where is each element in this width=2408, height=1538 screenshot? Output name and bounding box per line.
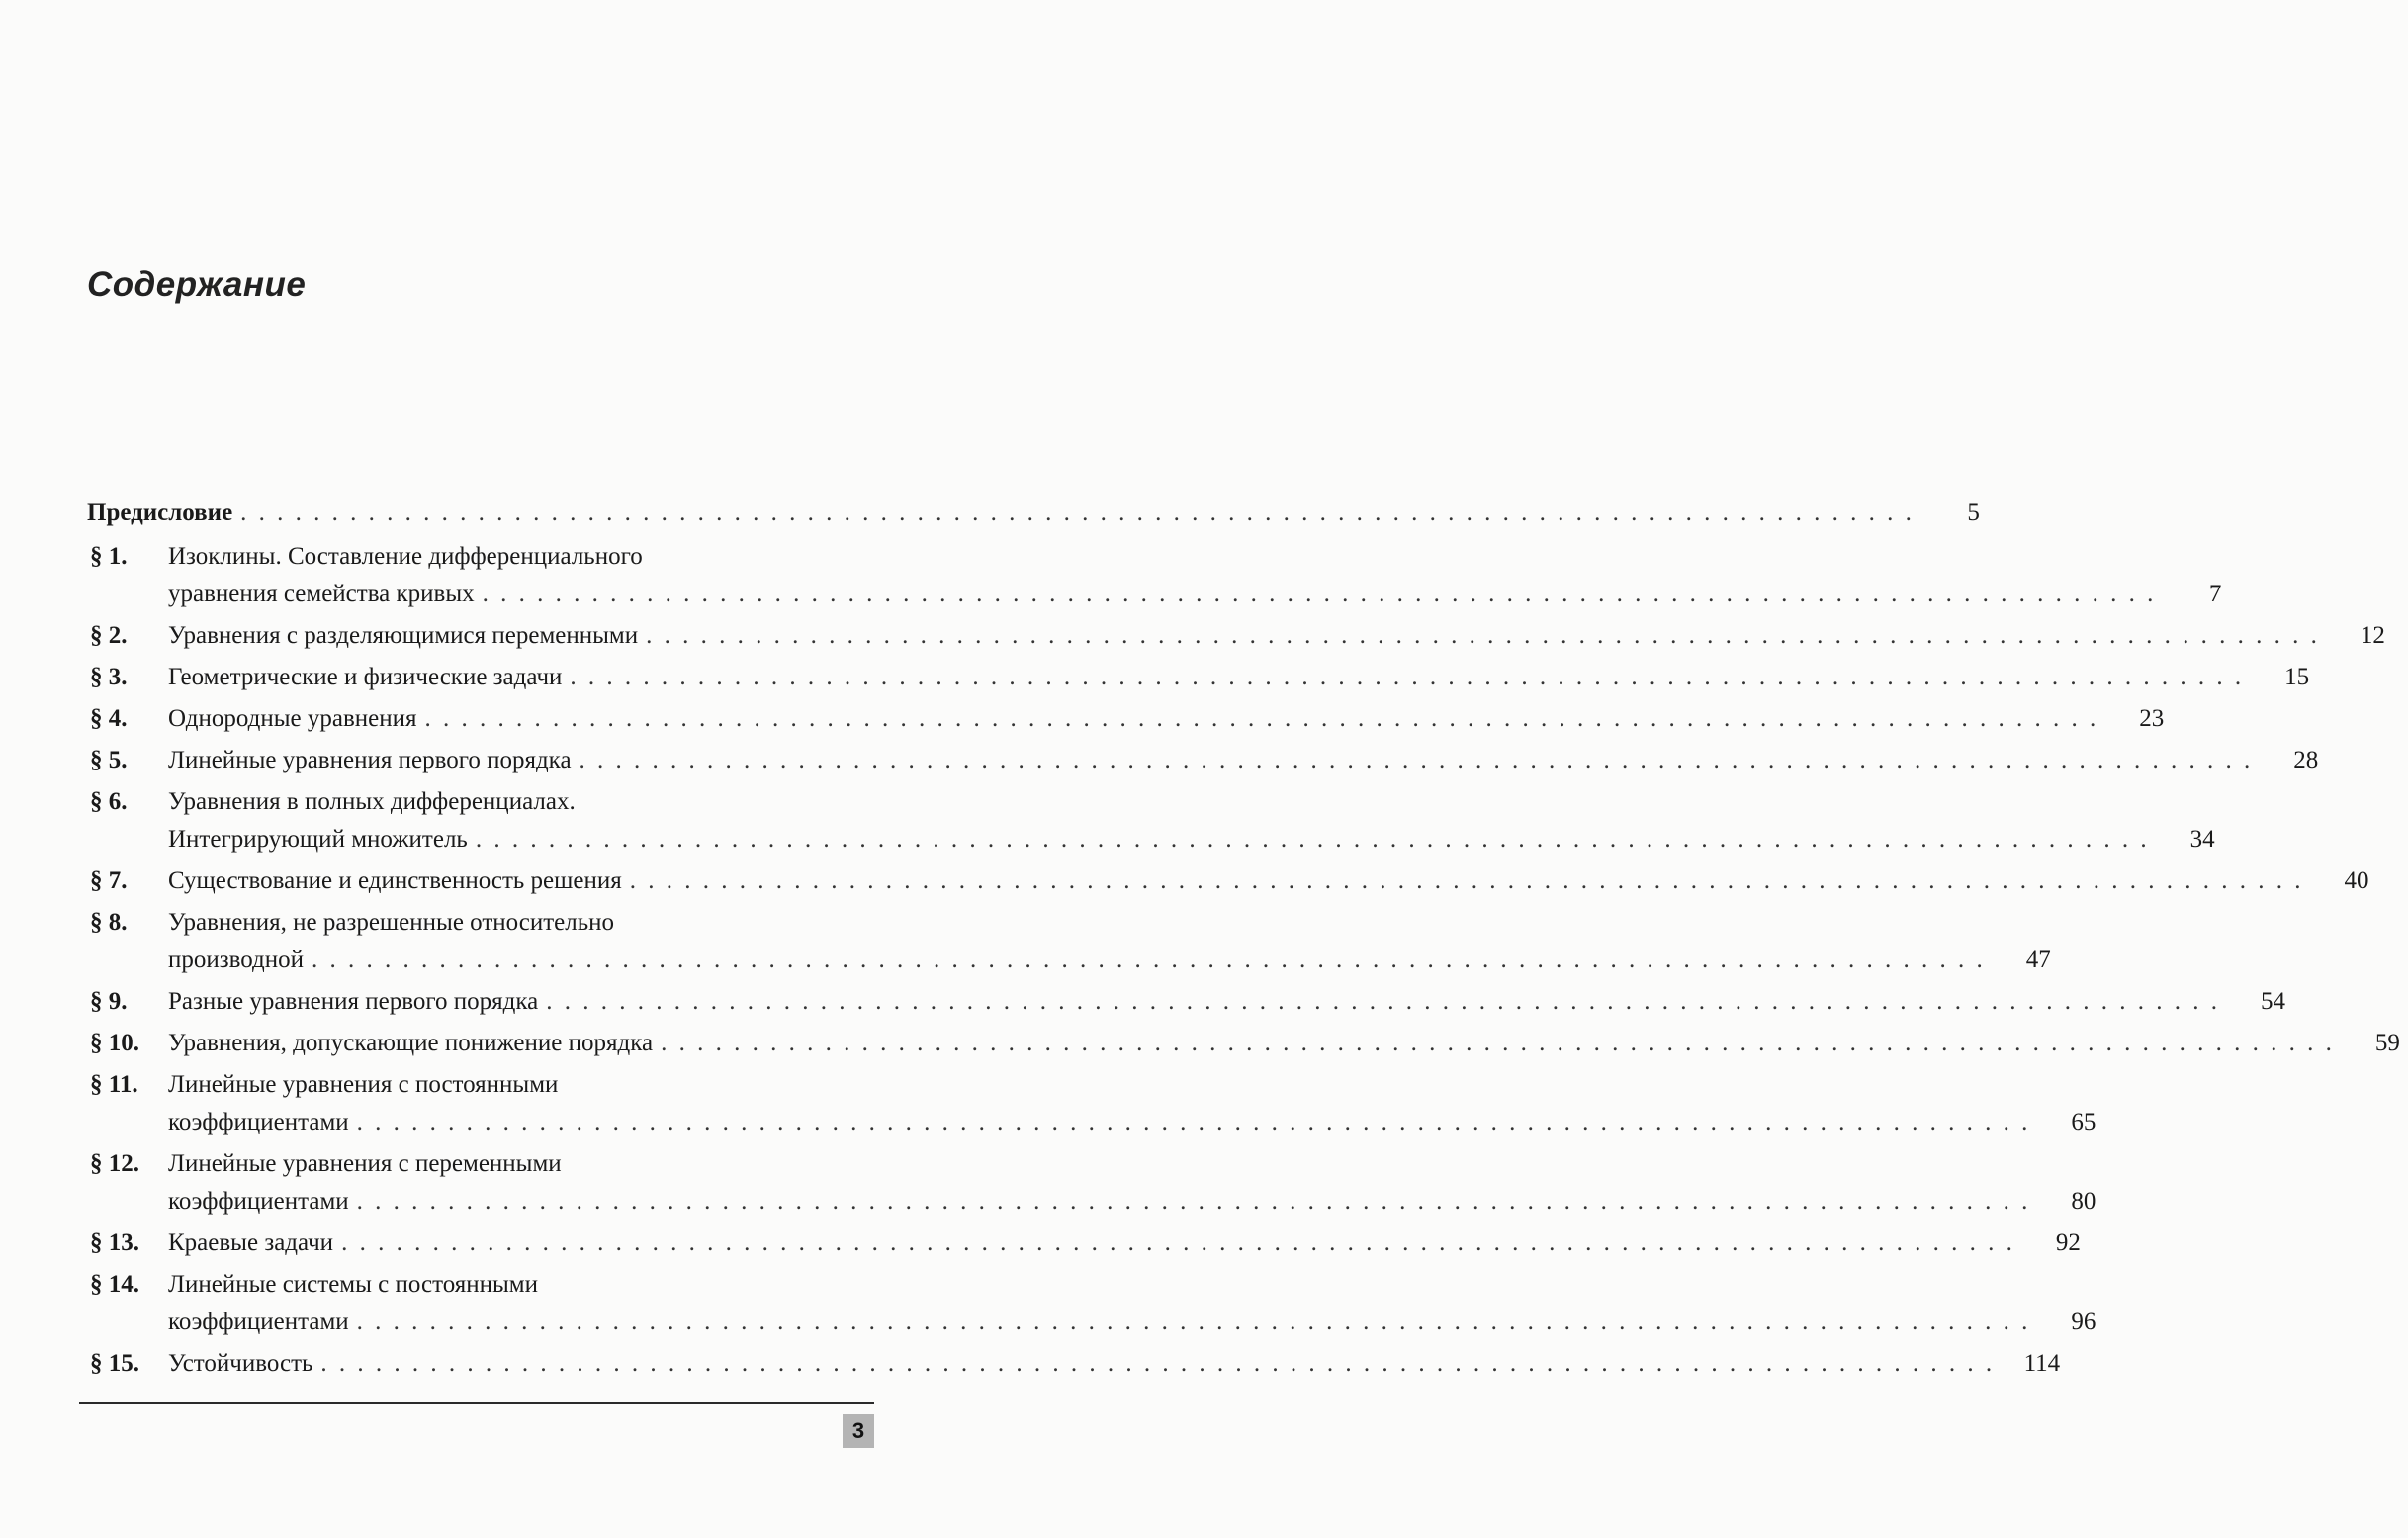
- toc-entry-line: [168, 1345, 2060, 1383]
- toc-entry-line: [168, 576, 2221, 613]
- toc-section-number: § 5.: [90, 747, 128, 773]
- toc-section-number: § 14.: [90, 1271, 139, 1298]
- toc-section-title: уравнения семейства кривых: [168, 581, 475, 607]
- toc-entry[interactable]: [87, 538, 2222, 617]
- toc-entry[interactable]: [87, 700, 2165, 742]
- dot-leader: [546, 983, 2220, 1021]
- toc-section-title: Линейные уравнения с переменными: [168, 1150, 562, 1177]
- toc-entry-body: [168, 904, 2059, 979]
- toc-entry-line: [168, 742, 2318, 779]
- toc-page-number: 80: [2071, 1188, 2096, 1215]
- toc-page-number: 96: [2071, 1309, 2096, 1335]
- toc-page-number: 12: [2360, 622, 2385, 649]
- toc-section-title: коэффициентами: [168, 1309, 349, 1335]
- toc-entry-body: [168, 617, 2393, 655]
- toc-page-number: 23: [2139, 705, 2165, 732]
- toc-entry[interactable]: [87, 783, 2215, 862]
- toc-entry-body: [168, 742, 2326, 779]
- toc-entry[interactable]: [87, 1266, 2096, 1345]
- footer-rule: [79, 1402, 874, 1404]
- toc-section-number: § 13.: [90, 1229, 139, 1256]
- toc-section-title: Изоклины. Составление дифференциального: [168, 543, 643, 570]
- toc-section-title: коэффициентами: [168, 1188, 349, 1215]
- toc-entry-body: [168, 783, 2223, 859]
- dot-leader: [357, 1304, 2031, 1341]
- toc-section-number: § 2.: [90, 622, 128, 649]
- toc-entry-line: [168, 1066, 2096, 1104]
- dot-leader: [476, 821, 2150, 859]
- toc-entry-line: [168, 783, 2215, 821]
- page-title: Содержание: [87, 265, 307, 304]
- toc-section-title: Уравнения, допускающие понижение порядка: [168, 1030, 654, 1056]
- toc-entry[interactable]: [87, 1145, 2096, 1224]
- dot-leader: [580, 742, 2254, 779]
- toc-section-number: § 12.: [90, 1150, 139, 1177]
- toc-entry-line: [168, 1266, 2096, 1304]
- dot-leader: [320, 1345, 1995, 1383]
- toc-section-number: § 11.: [90, 1071, 138, 1098]
- dot-leader: [240, 495, 1915, 532]
- toc-section-number: § 1.: [90, 543, 128, 570]
- toc-page-number: 5: [1967, 499, 1980, 526]
- toc-section-title: коэффициентами: [168, 1109, 349, 1135]
- toc-entry-body: [168, 1345, 2068, 1383]
- dot-leader: [483, 576, 2157, 613]
- toc-page-number: 114: [2023, 1350, 2061, 1377]
- toc-section-number: § 8.: [90, 909, 128, 936]
- toc-section-number: § 3.: [90, 664, 128, 690]
- toc-entry-body: [168, 659, 2317, 696]
- toc-section-number: § 6.: [90, 788, 128, 815]
- toc-entry[interactable]: [87, 904, 2051, 983]
- toc-section-number: § 4.: [90, 705, 128, 732]
- toc-section-title: Существование и единственность решения: [168, 867, 622, 894]
- toc-entry[interactable]: [87, 862, 2369, 904]
- toc-entry-line: [168, 821, 2215, 859]
- toc-section-title: Уравнения с разделяющимися переменными: [168, 622, 639, 649]
- dot-leader: [661, 1025, 2335, 1062]
- toc-entry-line: [168, 1224, 2081, 1262]
- toc-page-number: 65: [2071, 1109, 2096, 1135]
- dot-leader: [357, 1183, 2031, 1221]
- toc-entry-line: [168, 983, 2285, 1021]
- toc-section-title: Линейные уравнения первого порядка: [168, 747, 572, 773]
- toc-entry-body: [168, 700, 2172, 738]
- toc-section-title: Линейные уравнения с постоянными: [168, 1071, 559, 1098]
- toc-page-number: 34: [2189, 826, 2215, 853]
- toc-section-title: Уравнения в полных дифференциалах.: [168, 788, 576, 815]
- toc-section-title: Уравнения, не разрешенные относительно: [168, 909, 615, 936]
- toc-entry-line: [168, 904, 2051, 942]
- toc-section-title: Геометрические и физические задачи: [168, 664, 563, 690]
- toc-page-number: 47: [2025, 947, 2051, 973]
- toc-entry-line: [168, 1104, 2096, 1141]
- toc-page-number: 28: [2293, 747, 2319, 773]
- toc-page-number: 54: [2260, 988, 2285, 1015]
- dot-leader: [646, 617, 2320, 655]
- toc-entry-body: [168, 983, 2293, 1021]
- table-of-contents: [87, 495, 2400, 1387]
- toc-entry-body: [87, 495, 1988, 532]
- toc-section-number: § 7.: [90, 867, 128, 894]
- toc-entry-line: [168, 862, 2369, 900]
- page-number-badge: 3: [843, 1414, 874, 1448]
- toc-entry-line: [87, 495, 1980, 532]
- toc-entry[interactable]: [87, 742, 2319, 783]
- toc-entry[interactable]: [87, 983, 2285, 1025]
- toc-entry-body: [168, 1025, 2408, 1062]
- toc-section-title: Интегрирующий множитель: [168, 826, 468, 853]
- toc-section-title: Линейные системы с постоянными: [168, 1271, 538, 1298]
- toc-entry-body: [168, 1145, 2103, 1221]
- toc-entry-body: [168, 862, 2377, 900]
- toc-page-number: 15: [2284, 664, 2310, 690]
- toc-section-number: § 15.: [90, 1350, 139, 1377]
- toc-section-number: § 9.: [90, 988, 128, 1015]
- toc-entry-line: [168, 538, 2221, 576]
- toc-entry-preface[interactable]: [87, 495, 1980, 538]
- dot-leader: [312, 942, 1986, 979]
- toc-section-title: Устойчивость: [168, 1350, 313, 1377]
- toc-entry[interactable]: [87, 617, 2385, 659]
- toc-section-list: [87, 538, 2400, 1387]
- toc-entry[interactable]: [87, 1345, 2061, 1387]
- toc-entry[interactable]: [87, 1224, 2081, 1266]
- toc-section-title: Краевые задачи: [168, 1229, 334, 1256]
- toc-page-number: 7: [2208, 581, 2222, 607]
- toc-entry-line: [168, 1304, 2096, 1341]
- toc-page-number: 40: [2344, 867, 2369, 894]
- toc-entry[interactable]: [87, 659, 2310, 700]
- toc-section-title: Разные уравнения первого порядка: [168, 988, 539, 1015]
- dot-leader: [357, 1104, 2031, 1141]
- dot-leader: [341, 1224, 2015, 1262]
- toc-entry-line: [168, 700, 2164, 738]
- toc-section-title: производной: [168, 947, 305, 973]
- toc-entry-line: [168, 1183, 2096, 1221]
- toc-entry-line: [168, 659, 2309, 696]
- toc-entry[interactable]: [87, 1066, 2096, 1145]
- toc-entry-body: [168, 538, 2229, 613]
- toc-page-number: 92: [2055, 1229, 2081, 1256]
- toc-entry-body: [168, 1066, 2103, 1141]
- toc-entry-body: [168, 1224, 2089, 1262]
- dot-leader: [630, 862, 2304, 900]
- toc-entry-body: [168, 1266, 2103, 1341]
- toc-section-number: § 10.: [90, 1030, 139, 1056]
- toc-section-title: Однородные уравнения: [168, 705, 417, 732]
- toc-entry-line: [168, 1025, 2400, 1062]
- dot-leader: [424, 700, 2098, 738]
- toc-page-number: 59: [2374, 1030, 2400, 1056]
- toc-entry[interactable]: [87, 1025, 2400, 1066]
- toc-preface-label: Предисловие: [87, 499, 233, 526]
- toc-entry-line: [168, 617, 2385, 655]
- toc-entry-line: [168, 942, 2051, 979]
- dot-leader: [570, 659, 2244, 696]
- toc-entry-line: [168, 1145, 2096, 1183]
